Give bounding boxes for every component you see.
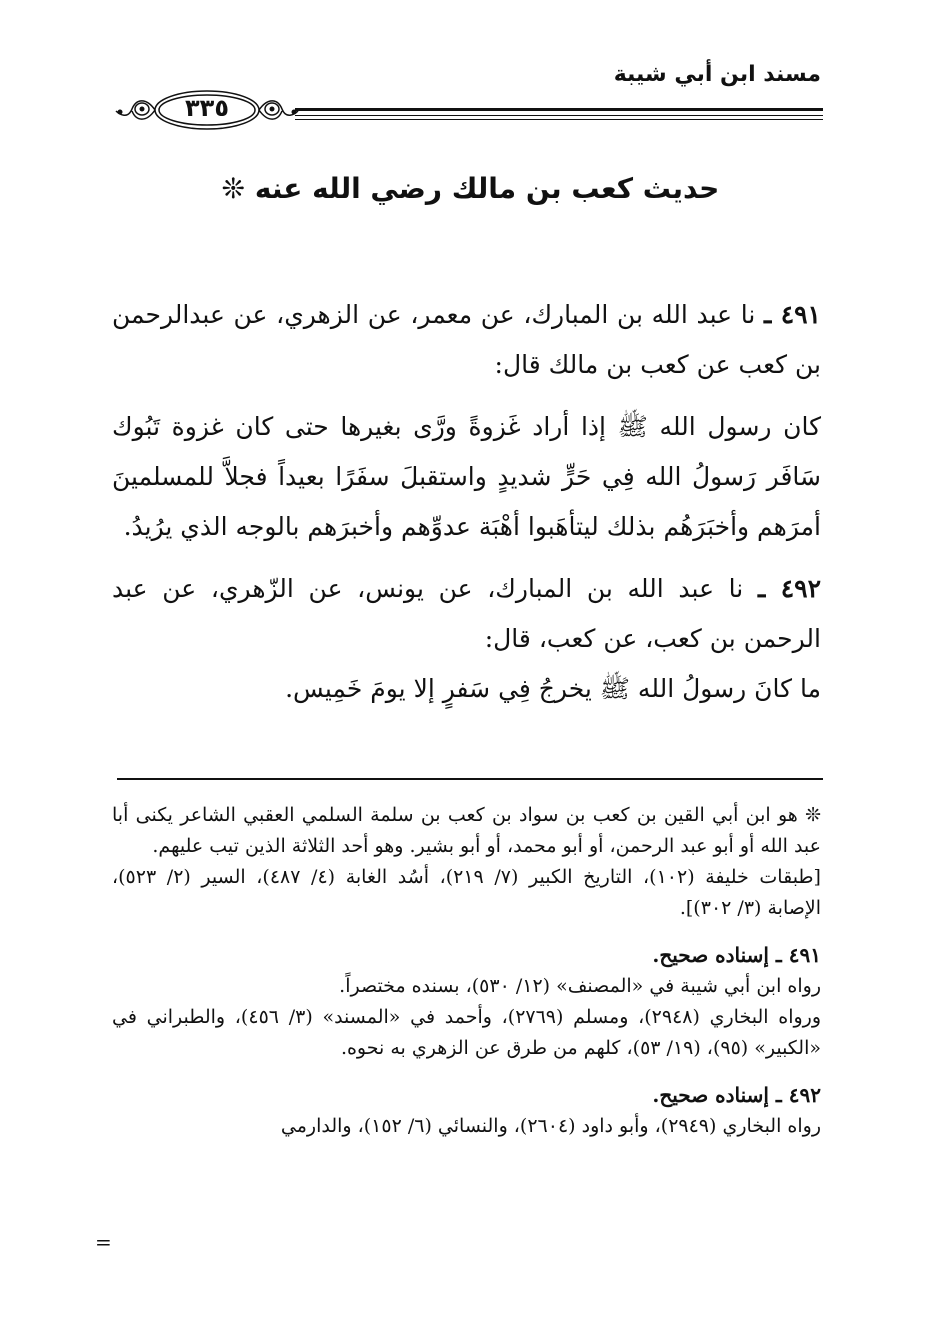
footnotes — [112, 800, 821, 1142]
hadith-492-matn: ما كانَ رسولُ الله ﷺ يخرجُ فِي سَفرٍ إلا يومَ خَمِيس. — [285, 674, 821, 703]
footnote-sources: [طبقات خليفة (١٠٢)، التاريخ الكبير (٧/ ٢١٩)، أسُد الغابة (٤/ ٤٨٧)، السير (٢/ ٥٢٣)، الإصابة (٣/ ٣٠٢)]. — [112, 866, 821, 919]
footnote-rule — [117, 778, 823, 780]
hadith-491-matn: كان رسول الله ﷺ إذا أراد غَزوةً ورَّى بغيرها حتى كان غزوة تَبُوك سَافَر رَسولُ الله فِي حَرٍّ شديدٍ واستقبلَ سفَرًا بعيداً فجلاَّ للمسلمينَ أمرَهم وأخبَرَهُم بذلك ليتأهَبوا أهْبَة عدوِّهم وأخبرَهم بالوجه الذي يرُيدُ. — [112, 412, 821, 541]
header-rule — [295, 108, 823, 122]
isnad-text: نا عبد الله بن المبارك، عن معمر، عن الزهري، عن عبدالرحمن بن كعب عن كعب بن مالك قال: — [112, 300, 821, 379]
isnad-text: نا عبد الله بن المبارك، عن يونس، عن الزّهري، عن عبد الرحمن بن كعب، عن كعب، قال: — [112, 574, 821, 653]
continuation-mark: = — [95, 1230, 112, 1254]
running-title: مسند ابن أبي شيبة — [613, 62, 821, 87]
main-text — [112, 290, 821, 714]
hadith-number: ٤٩٢ ـ — [757, 574, 822, 603]
footnote-492-line: رواه البخاري (٢٩٤٩)، وأبو داود (٢٦٠٤)، والنسائي (٦/ ١٥٢)، والدارمي — [280, 1115, 821, 1137]
footnote-492-heading: ٤٩٢ ـ إسناده صحيح. — [652, 1083, 821, 1107]
hadith-491-isnad — [112, 290, 821, 390]
section-title: حديث كعب بن مالك رضي الله عنه ❊ — [221, 172, 720, 205]
hadith-number: ٤٩١ ـ — [763, 300, 821, 329]
page-number: ٣٣٥ — [185, 94, 229, 122]
footnote-491-line: رواه ابن أبي شيبة في «المصنف» (١٢/ ٥٣٠)، بسنده مختصراً. — [339, 975, 821, 997]
footnote-491-line: ورواه البخاري (٢٩٤٨)، ومسلم (٢٧٦٩)، وأحمد في «المسند» (٣/ ٤٥٦)، والطبراني في «الكبير» (٩٥)، (١٩/ ٥٣)، كلهم من طرق عن الزهري به نحوه. — [112, 1006, 821, 1059]
footnote-491-heading: ٤٩١ ـ إسناده صحيح. — [652, 943, 821, 967]
hadith-492-isnad — [112, 564, 821, 664]
footnote-biography: ❊ هو ابن أبي القين بن كعب بن سواد بن كعب بن سلمة السلمي العقبي الشاعر يكنى أبا عبد الله أو أبو عبد الرحمن، أو أبو محمد، أو أبو بشير. وهو أحد الثلاثة الذين تيب عليهم. — [112, 804, 821, 857]
